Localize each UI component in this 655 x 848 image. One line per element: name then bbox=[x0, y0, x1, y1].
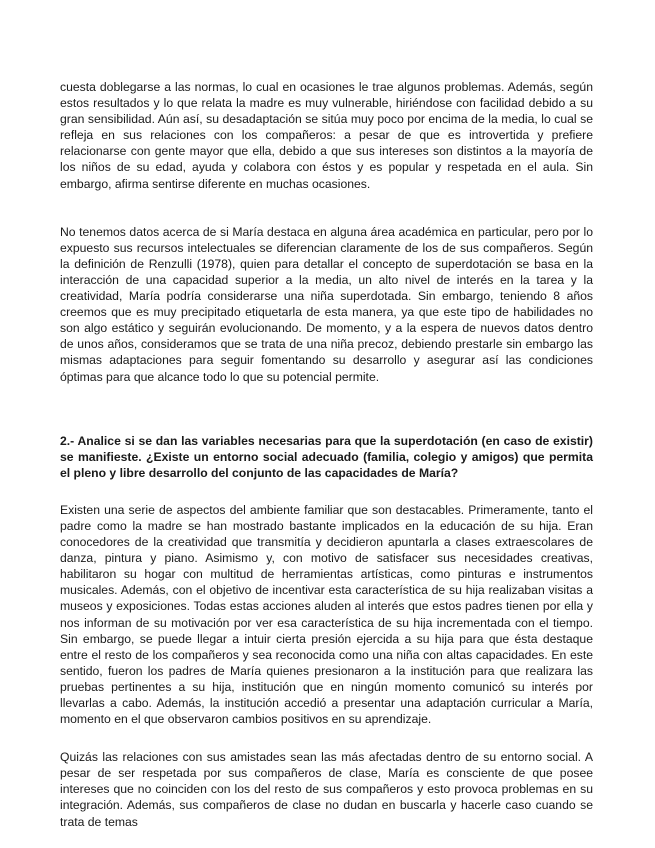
document-body bbox=[60, 79, 593, 830]
paragraph-renzulli-definition: No tenemos datos acerca de si María destaca en alguna área académica en particular, pero por lo expuesto sus recursos intelectuales se diferencian claramente de los de sus compañeros. Según la definición de Renzulli (1978), quien para detallar el concepto de superdotación se basa en la interacción de una capacidad superior a la media, un alto nivel de interés en la tarea y la creatividad, María podría considerarse una niña superdotada. Sin embargo, teniendo 8 años creemos que es muy precipitado etiquetarla de esta manera, ya que este tipo de habilidades no son algo estático y seguirán evolucionando. De momento, y a la espera de nuevos datos dentro de unos años, consideramos que se trata de una niña precoz, debiendo prestarle sin embargo las mismas adaptaciones para seguir fomentando su desarrollo y asegurar así las condiciones óptimas para que alcance todo lo que su potencial permite. bbox=[60, 224, 593, 384]
question-heading-2: 2.- Analice si se dan las variables necesarias para que la superdotación (en caso de existir) se manifieste. ¿Existe un entorno social adecuado (familia, colegio y amigos) que permita el pleno y libre desarrollo del conjunto de las capacidades de María? bbox=[60, 433, 593, 480]
paragraph-friendships: Quizás las relaciones con sus amistades sean las más afectadas dentro de su entorno social. A pesar de ser respetada por sus compañeros de clase, María es consciente de que posee intereses que no coinciden con los del resto de sus compañeros y esto provoca problemas en su integración. Además, sus compañeros de clase no dudan en buscarla y hacerle caso cuando se trata de temas bbox=[60, 750, 593, 829]
paragraph-family-environment: Existen una serie de aspectos del ambiente familiar que son destacables. Primeramente, tanto el padre como la madre se han mostrado bastante implicados en la educación de su hija. Eran conocedores de la creatividad que transmitía y decidieron apuntarla a clases extraescolares de danza, pintura y piano. Asimismo y, con motivo de satisfacer sus necesidades creativas, habilitaron su hogar con multitud de herramientas artísticas, como pinturas e instrumentos musicales. Además, con el objetivo de incentivar esta característica de su hija realizaban visitas a museos y exposiciones. Todas estas acciones aluden al interés que estos padres tienen por ella y nos informan de su motivación por ver esa característica de su hija incrementada con el tiempo. Sin embargo, se puede llegar a intuir cierta presión ejercida a su hija para que ésta destaque entre el resto de los compañeros y sea reconocida como una niña con altas capacidades. En este sentido, fueron los padres de María quienes presionaron a la institución para que realizara las pruebas pertinentes a su hija, institución que en ningún momento comunicó su interés por llevarlas a cabo. Además, la institución accedió a presentar una adaptación curricular a María, momento en el que observaron cambios positivos en su aprendizaje. bbox=[60, 502, 593, 727]
paragraph-temperament: cuesta doblegarse a las normas, lo cual en ocasiones le trae algunos problemas. Además, según estos resultados y lo que relata la madre es muy vulnerable, hiriéndose con facilidad debido a su gran sensibilidad. Aún así, su desadaptación se sitúa muy poco por encima de la media, lo cual se refleja en sus relaciones con los compañeros: a pesar de que es introvertida y prefiere relacionarse con gente mayor que ella, debido a que sus intereses son distintos a la mayoría de los niños de su edad, ayuda y colabora con éstos y es popular y respetada en el aula. Sin embargo, afirma sentirse diferente en muchas ocasiones. bbox=[60, 80, 593, 191]
